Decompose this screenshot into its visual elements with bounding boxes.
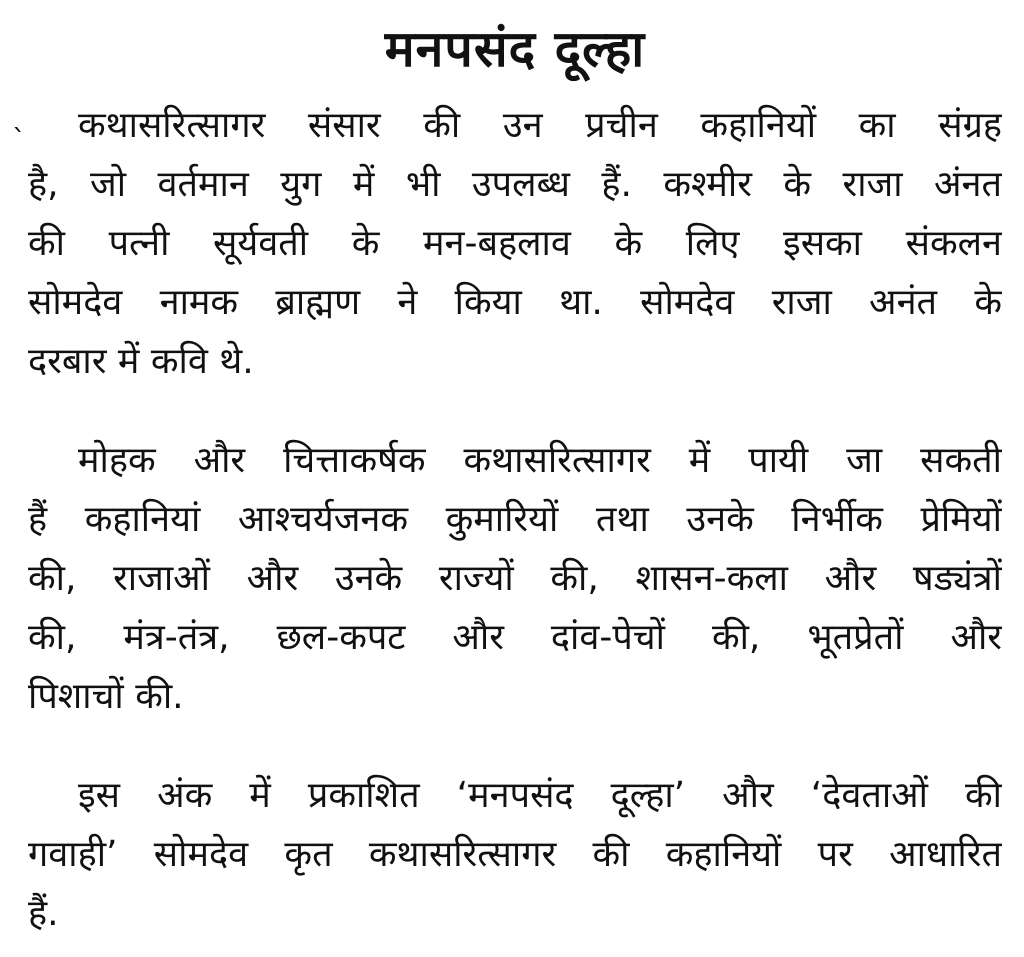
paragraph-line: की पत्नी सूर्यवती के मन-बहलाव के लिए इसका संकलन [28, 223, 1002, 264]
paragraph-line: पिशाचों की. [28, 676, 184, 717]
paragraph-line: सोमदेव नामक ब्राह्मण ने किया था. सोमदेव राजा अनंत के [28, 282, 1002, 323]
paragraph-line: गवाही’ सोमदेव कृत कथासरित्सागर की कहानियों पर आधारित [28, 834, 1002, 875]
paragraph-spacer [28, 391, 1002, 431]
paragraph-line: दरबार में कवि थे. [28, 341, 254, 382]
page-title: मनपसंद दूल्हा [384, 20, 646, 78]
paragraph-line: है, जो वर्तमान युग में भी उपलब्ध हैं. कश्मीर के राजा अंनत [28, 164, 1002, 205]
margin-mark: ` [12, 123, 26, 156]
paragraph-line: की, मंत्र-तंत्र, छल-कपट और दांव-पेचों की, भूतप्रेतों और [28, 617, 1002, 658]
paragraph-spacer [28, 726, 1002, 766]
paragraph-line: हैं. [28, 893, 59, 934]
paragraph-2 [28, 431, 1002, 726]
paragraph-line: हैं कहानियां आश्चर्यजनक कुमारियों तथा उनके निर्भीक प्रेमियों [28, 499, 1002, 540]
paragraph-line: इस अंक में प्रकाशित ‘मनपसंद दूल्हा’ और ‘देवताओं की [78, 775, 1002, 816]
paragraph-3 [28, 766, 1002, 943]
paragraph-line: मोहक और चित्ताकर्षक कथासरित्सागर में पायी जा सकती [78, 440, 1002, 481]
paragraph-1 [28, 96, 1002, 391]
paragraph-line: कथासरित्सागर संसार की उन प्रचीन कहानियों का संग्रह [78, 105, 1002, 146]
paragraph-line: की, राजाओं और उनके राज्यों की, शासन-कला और षड्यंत्रों [28, 558, 1002, 599]
